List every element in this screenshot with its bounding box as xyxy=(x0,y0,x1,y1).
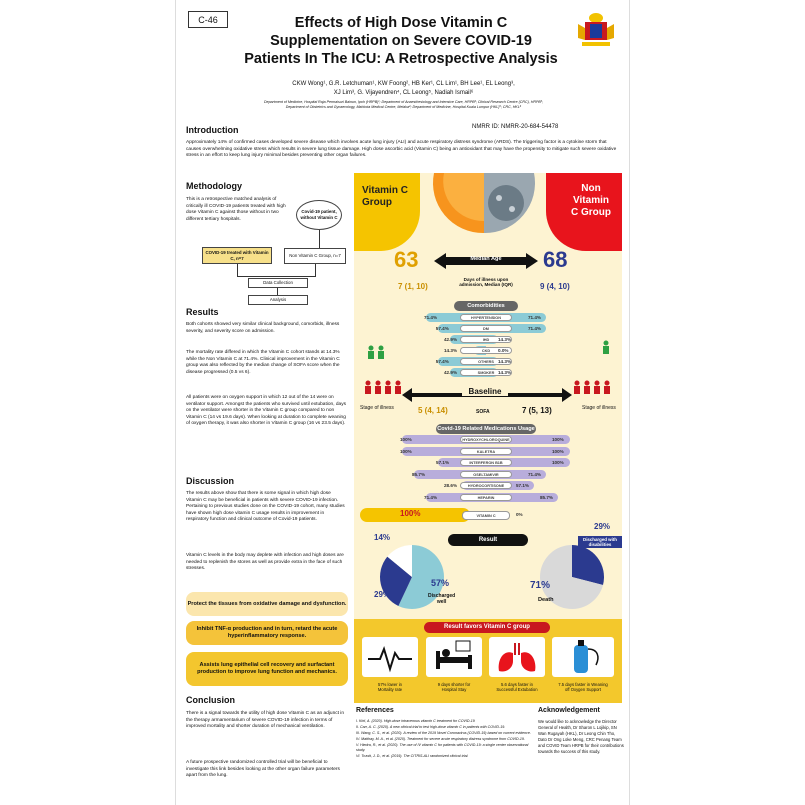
flow-arrow xyxy=(315,264,316,276)
comorbidity-vc-pct: 14.3% xyxy=(444,348,458,353)
extubation-card xyxy=(489,637,545,677)
medication-vc-pct: 71.4% xyxy=(424,494,438,500)
comorbidity-nvc-pct: 14.3% xyxy=(498,359,512,364)
medication-nvc-pct: 71.4% xyxy=(527,471,541,477)
comorbidity-name: CKD xyxy=(460,347,512,354)
reference-item: III. Wang, C. S., et al. (2020). A review of the 2019 Novel Coronavirus (COVID-19) based on current evidence. xyxy=(356,731,531,735)
comorbidity-nvc-pct: 0.0% xyxy=(498,348,509,353)
non-vitamin-c-group-badge: Non Vitamin C Group xyxy=(546,173,622,251)
person-icons-vc xyxy=(363,380,403,402)
reference-item: II. Carr, A. C. (2020). A new clinical trial to test high-dose vitamin C in patients with COVID-19. xyxy=(356,725,506,729)
poster-id: C-46 xyxy=(188,11,228,28)
medication-vc-pct: 100% xyxy=(400,437,412,442)
reference-item: IV. Matthay, M. A., et al. (2020). Treatment for severe acute respiratory distress syndrome from COVID-19. xyxy=(356,737,525,741)
age-nvc: 68 xyxy=(543,247,568,272)
medications-heading: Covid-19 Related Medications Usage xyxy=(437,426,535,432)
conclusion-paragraph-1: There is a signal towards the utility of high dose Vitamin C as an adjunct in the therapy armamentarium of severe COVID-19 infection in terms of improved mortality and shorter duration of mechanical ventilation. xyxy=(186,711,345,730)
results-paragraph-2: The mortality rate differed in which the Vitamin C cohort stands at 14.3% while the Non Vitamin C at 71.4%. Clinical improvement in the Vitamin C group was also reflected by the median change of SOFA score when the disease progressed (0.5 vs 6). xyxy=(186,350,340,375)
comorbidity-name: DM xyxy=(460,325,512,332)
reference-item: V. Hiedra, R., et al. (2020). The use of IV vitamin C for patients with COVID-19: a single center observational study. xyxy=(356,743,529,752)
methodology-heading: Methodology xyxy=(186,181,242,191)
median-age-label: Median Age xyxy=(470,256,502,262)
comorbidity-name: IHD xyxy=(460,336,512,343)
references-list xyxy=(356,719,532,760)
medication-nvc-pct: 100% xyxy=(552,460,564,465)
results-paragraph-1: Both cohorts showed very similar clinical background, comorbids, illness severity, and severity score on admission. xyxy=(186,322,340,334)
acknowledgement-heading: Acknowledgement xyxy=(538,707,600,714)
comorbidity-nvc-pct: 71.4% xyxy=(527,326,541,331)
oxygen-caption: 7.5 days faster in Weaning off Oxygen Support xyxy=(558,682,608,693)
flow-arrow xyxy=(319,230,320,248)
comorbidity-name: OTHERS xyxy=(460,358,512,365)
extubation-caption: 5.6 days faster in Successful Extubation xyxy=(496,682,538,693)
vitamin-c-nvc-pct: 0% xyxy=(516,512,523,517)
stage-label-right: Stage of illness xyxy=(582,405,616,411)
result-label: Result xyxy=(448,534,528,546)
poster-title: Effects of High Dose Vitamin C Supplementation on Severe COVID-19 Patients In The ICU: A Retrospective Analysis xyxy=(244,15,558,67)
person-icons-green xyxy=(366,345,386,367)
vitamin-c-group-badge: Vitamin C Group xyxy=(354,173,420,251)
comorbidity-nvc-pct: 14.3% xyxy=(498,337,512,342)
conclusion-heading: Conclusion xyxy=(186,695,235,705)
hospital-stay-caption: 9 days shorter for Hospital Stay xyxy=(437,682,471,693)
flow-nvc-group: Non Vitamin C Group, n=7 xyxy=(284,248,346,264)
medication-nvc-pct: 100% xyxy=(552,437,564,442)
days-illness-label: Days of illness upon admission, Median (IQR) xyxy=(459,277,513,287)
comorbidity-vc-pct: 42.9% xyxy=(444,370,458,375)
nvc-disability-pct: 29% xyxy=(594,522,611,531)
vc-disability-pct: 29% xyxy=(374,590,391,599)
vc-outcome-chart xyxy=(371,536,456,618)
introduction-text: Approximately 14% of confirmed cases developed severe disease which involves acute lung injury (ALI) and acute respiratory distress syndrome (ARDS). The triggering factor is a cytokine storm that causes overwhelming oxidative stress which results in severe lung tissue damage. High dose ascorbic acid (Vitamin C) being an antioxidant that may have the propensity to mitigate such severe oxidative stress in an effort to keep lung injury minimal besides preventing other organ failures. xyxy=(186,140,617,159)
stage-label-left: Stage of illness xyxy=(360,405,394,411)
flow-control-circle: Covid-19 patient, without Vitamin C xyxy=(296,200,342,230)
discussion-highlight-1: Protect the tissues from oxidative damage and dysfunction. xyxy=(186,592,348,616)
medication-name: HYDROCORTISONE xyxy=(460,482,512,489)
person-icons-nvc xyxy=(572,380,612,402)
poster xyxy=(175,0,630,805)
oxygen-tank-icon xyxy=(552,637,614,677)
comorbidity-name: SMOKER xyxy=(460,369,512,376)
orange-virus-icon xyxy=(414,173,554,248)
vc-death-pct: 14% xyxy=(374,533,391,542)
comorbidity-vc-pct: 42.9% xyxy=(444,337,458,342)
flow-arrow xyxy=(237,264,238,276)
medication-name: INTERFERON B1B xyxy=(460,459,512,466)
medication-name: HYDROXYCHLOROQUINE xyxy=(460,436,512,443)
reference-item: I. Kirti, A. (2020). High-dose intravenous vitamin C treatment for COVID-19 xyxy=(356,719,475,723)
comorbidity-vc-pct: 57.4% xyxy=(435,359,449,364)
comorbidity-name: HYPERTENSION xyxy=(460,314,512,321)
mortality-card xyxy=(362,637,418,677)
flow-analysis: Analysis xyxy=(248,295,308,305)
lungs-icon xyxy=(489,637,545,677)
oxygen-support-card xyxy=(552,637,614,677)
hospital-bed-icon xyxy=(426,637,482,677)
results-heading: Results xyxy=(186,307,219,317)
discussion-paragraph-2: Vitamin C levels in the body may deplete with infection and high doses are needed to replenish the stores as well as provide extra in the face of such stresses. xyxy=(186,553,344,572)
references-heading: References xyxy=(356,707,394,714)
discussion-highlight-3: Assists lung epithelial cell recovery and surfactant production to improve lung function and mechanics. xyxy=(186,652,348,686)
nvc-death-label: Death xyxy=(538,597,554,603)
hospital-stay-card xyxy=(426,637,482,677)
medication-nvc-pct: 57.1% xyxy=(515,483,529,488)
nmrr-id: NMRR ID: NMRR-20-684-54478 xyxy=(472,124,559,130)
vitamin-c-vc-pct: 100% xyxy=(400,509,421,518)
days-nvc: 9 (4, 10) xyxy=(540,282,570,291)
age-vc: 63 xyxy=(394,247,419,272)
conclusion-paragraph-2: A future prospective randomized controlled trial will be beneficial to investigate this link besides looking at the other organ failure parameters apart from the lung. xyxy=(186,760,340,779)
discussion-highlight-2: Inhibit TNF-α production and in turn, retard the acute hyperinflammatory response. xyxy=(186,621,348,645)
medication-name: KALETRA xyxy=(460,448,512,455)
comorbidities-heading: Comorbidities xyxy=(454,301,518,311)
nvc-outcome-chart xyxy=(531,536,613,618)
affiliations: Department of Medicine, Hospital Raja Permaisuri Bainun, Ipoh (HRPB)¹; Department of Anaesthesiology and Intensive Care, HRPB²; Clinical Research Centre (CRC), HRPB³; Department of Obstetrics and Gynaecology, Mahkota Medical Centre, Melaka⁴; Department of Medicine, Hospital Kuala Lumpur (HKL)⁵; CRC, HKL⁶ xyxy=(264,100,543,109)
acknowledgement-text: We would like to acknowledge the Director General of Health, Dr Sharon L Lojikip, SN Wan Rugayah (HKL), Dr Leong Chin Tho, Dato Dr Ong Loke Meng, CRC Penang Team and COVID Team HRPB for their contributions towards the success of this study. xyxy=(538,719,624,754)
introduction-heading: Introduction xyxy=(186,125,239,135)
medication-vc-pct: 85.7% xyxy=(412,471,426,477)
comorbidity-vc-pct: 71.4% xyxy=(424,315,438,320)
flow-connector xyxy=(237,276,316,277)
reference-item: VI. Truwit, J. D., et al. (2019). The CITRIS-ALI randomized clinical trial. xyxy=(356,754,469,758)
flow-data-collection: Data Collection xyxy=(248,278,308,288)
heartbeat-icon xyxy=(362,637,418,677)
result-favors-heading: Result favors Vitamin C group xyxy=(424,622,550,633)
medication-nvc-pct: 100% xyxy=(552,448,564,454)
nvc-disability-label: Discharged with disabilities xyxy=(578,536,622,548)
person-icons-green xyxy=(596,340,616,362)
vitamin-c-pill: VITAMIN C xyxy=(462,511,510,520)
discussion-heading: Discussion xyxy=(186,476,235,486)
discussion-paragraph-1: The results above show that there is some signal in which high dose Vitamin C may be beneficial in patients with severe COVID-19 infection. Pertaining to previous studies done on the COVID-19 cohort, many studies have shown high dose vitamin C usage results in improvement in respiratory function and clinical outcome of Covid-19 patients. xyxy=(186,491,345,523)
days-vc: 7 (1, 10) xyxy=(398,282,428,291)
mortality-caption: 57% lower in Mortality rate xyxy=(377,682,403,693)
medication-vc-pct: 100% xyxy=(400,448,412,454)
sofa-vc: 5 (4, 14) xyxy=(418,406,448,415)
sofa-label: SOFA xyxy=(476,409,490,415)
vc-discharged-label: Discharged well xyxy=(428,593,456,605)
flow-vc-group: COVID-19 treated with Vitamin C, n=7 xyxy=(202,247,272,264)
authors: CKW Wong¹, G.R. Letchuman¹, KW Foong², HB Ker¹, CL Lim¹, BH Lee¹, EL Leong³, XJ Lim³, G. Vijayendren⁴, CL Leong⁵, Nadiah Ismail⁶ xyxy=(292,81,515,96)
medication-name: HEPARIN xyxy=(460,494,512,501)
medication-vc-pct: 57.1% xyxy=(436,460,450,465)
comorbidity-nvc-pct: 14.3% xyxy=(498,370,512,375)
medication-vc-pct: 28.6% xyxy=(444,483,458,488)
results-paragraph-3: All patients were on oxygen support in which 12 out of the 14 were on ventilator support. Amongst the patients who survived until extubation, days on the ventilator were shorter in the Vitamin C group compared to non Vitamin C (14 vs 19.6 days). When looking at duration to complete weaning of oxygen therapy, it was also shorter in Vitamin C group (16 vs 23.5 days). xyxy=(186,395,346,427)
comorbidity-vc-pct: 57.4% xyxy=(435,326,449,331)
sofa-nvc: 7 (5, 13) xyxy=(522,406,552,415)
nvc-death-pct: 71% xyxy=(530,580,551,591)
methodology-text: This is a retrospective matched analysis of critically ill COVID-19 patients treated with high dose Vitamin C against those without in two different tertiary hospitals. xyxy=(186,197,286,222)
comorbidity-nvc-pct: 71.4% xyxy=(527,315,541,320)
baseline-label: Baseline xyxy=(462,387,508,396)
vc-discharged-pct: 57% xyxy=(431,578,450,588)
medication-name: OSELTAMIVIR xyxy=(460,471,512,478)
medication-nvc-pct: 85.7% xyxy=(539,494,554,500)
ministry-crest-icon xyxy=(574,10,618,50)
